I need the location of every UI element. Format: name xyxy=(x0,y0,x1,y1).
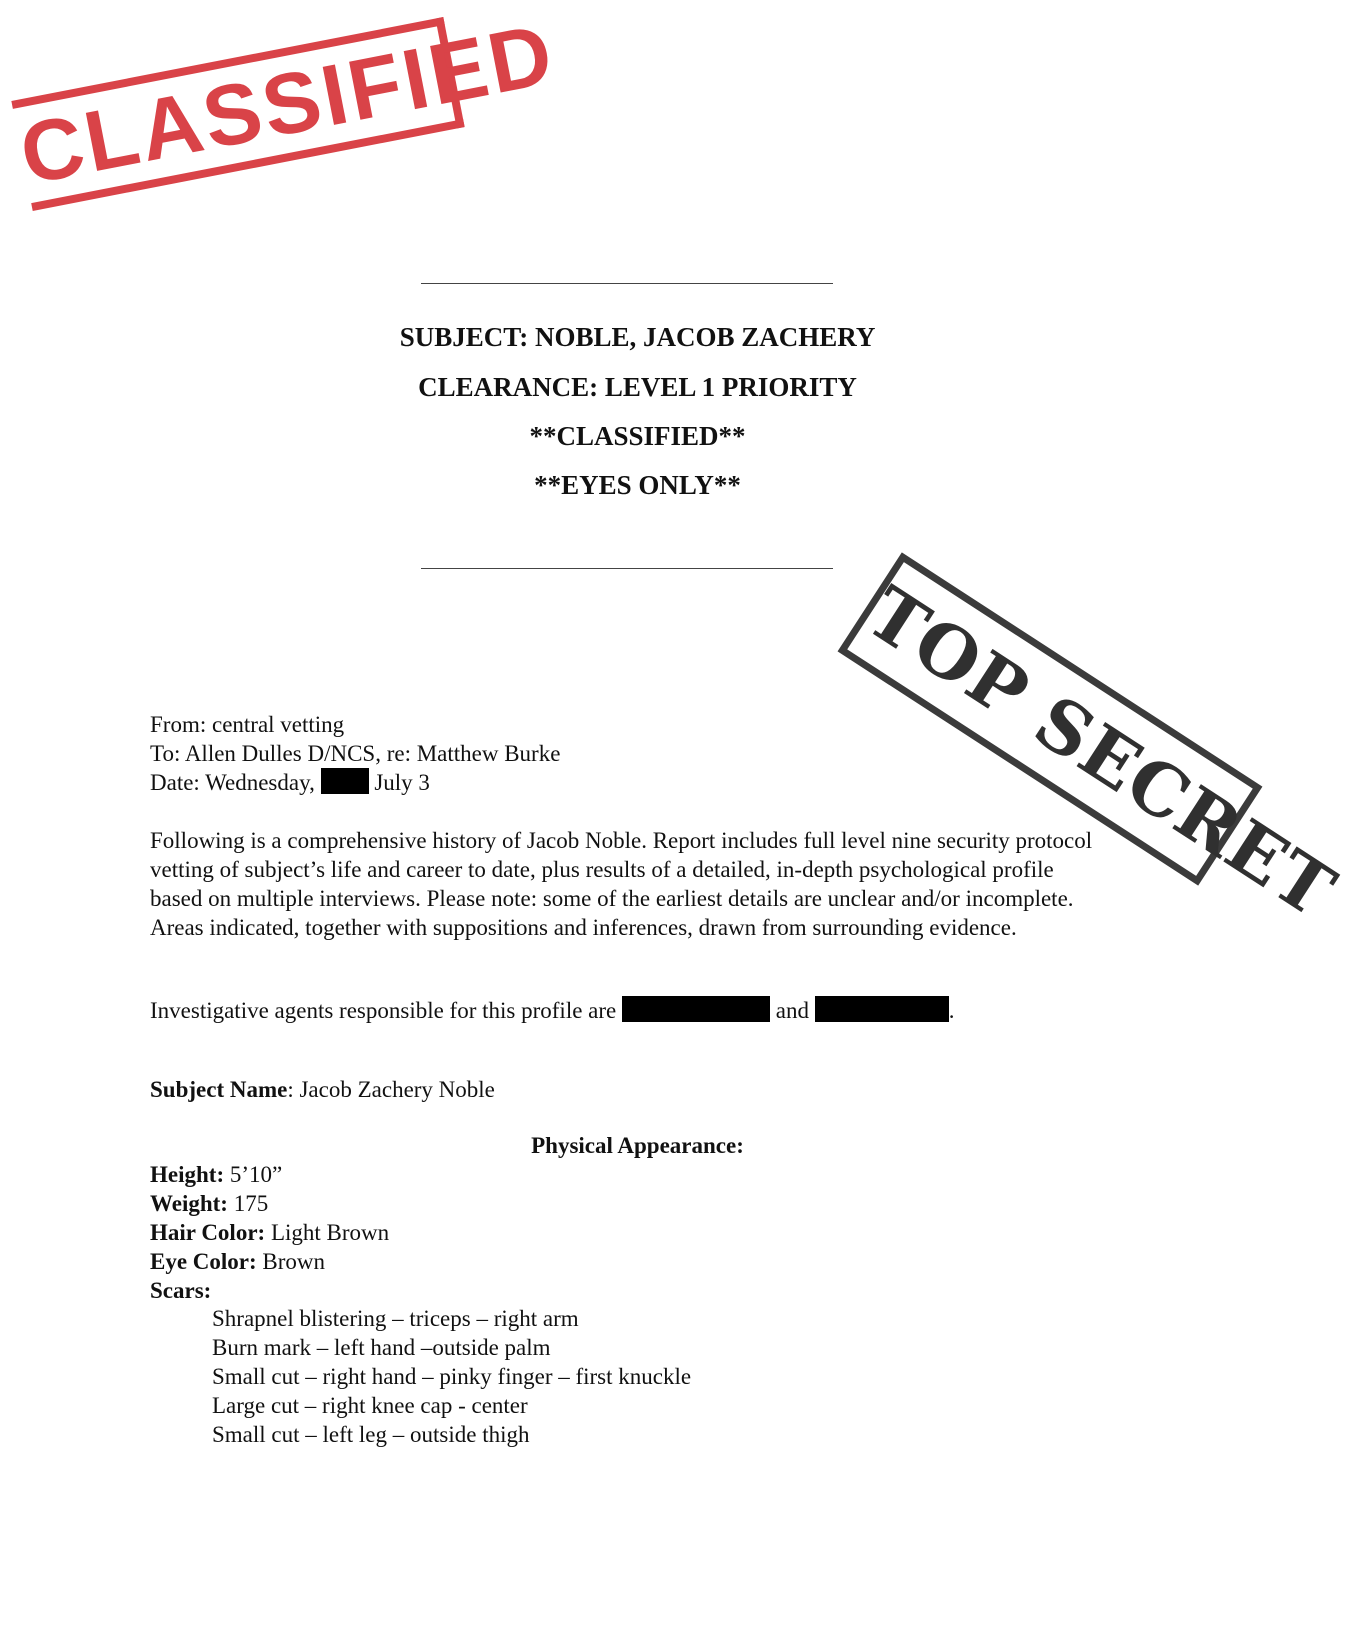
memo-from: From: central vetting xyxy=(150,712,345,737)
agents-conjunction: and xyxy=(775,998,809,1023)
memo-date xyxy=(150,768,560,797)
agents-line xyxy=(150,996,954,1025)
scar-item: Burn mark – left hand –outside palm xyxy=(212,1335,551,1360)
subject-name-value: : Jacob Zachery Noble xyxy=(287,1077,495,1102)
divider-top xyxy=(421,283,833,284)
height-value: 5’10” xyxy=(229,1162,283,1187)
height-row xyxy=(150,1160,389,1189)
eye-color-row xyxy=(150,1247,389,1276)
agents-prefix: Investigative agents responsible for this profile are xyxy=(150,998,617,1023)
hair-color-label: Hair Color: xyxy=(150,1220,266,1245)
subject-name-label: Subject Name xyxy=(150,1077,288,1102)
eye-color-value: Brown xyxy=(262,1249,326,1274)
weight-value: 175 xyxy=(233,1191,269,1216)
scar-item: Small cut – left leg – outside thigh xyxy=(212,1422,530,1447)
top-secret-stamp: TOP SECRET xyxy=(838,552,1263,885)
scars-row xyxy=(150,1276,389,1305)
subject-name-line xyxy=(150,1075,495,1104)
redaction-agent-1 xyxy=(622,996,770,1022)
scars-list xyxy=(212,1304,691,1449)
divider-bottom xyxy=(421,568,833,569)
physical-attributes xyxy=(150,1160,389,1305)
classified-stamp: CLASSIFIED xyxy=(11,17,464,211)
memo-date-prefix: Date: Wednesday, xyxy=(150,770,315,795)
scar-item: Large cut – right knee cap - center xyxy=(212,1393,528,1418)
subject-heading: SUBJECT: NOBLE, JACOB ZACHERY xyxy=(399,322,876,352)
physical-appearance-title: Physical Appearance: xyxy=(531,1133,744,1158)
scar-item: Small cut – right hand – pinky finger – first knuckle xyxy=(212,1364,692,1389)
hair-color-value: Light Brown xyxy=(270,1220,390,1245)
scar-item: Shrapnel blistering – triceps – right arm xyxy=(212,1306,579,1331)
memo-header xyxy=(150,710,560,797)
classified-heading: **CLASSIFIED** xyxy=(529,421,746,451)
eye-color-label: Eye Color: xyxy=(150,1249,257,1274)
redaction-agent-2 xyxy=(815,996,949,1022)
redaction-date xyxy=(321,768,369,794)
clearance-heading: CLEARANCE: LEVEL 1 PRIORITY xyxy=(418,372,857,402)
agents-suffix: . xyxy=(948,998,955,1023)
scars-label: Scars: xyxy=(150,1278,212,1303)
hair-color-row xyxy=(150,1218,389,1247)
memo-to: To: Allen Dulles D/NCS, re: Matthew Burke xyxy=(150,741,561,766)
weight-row xyxy=(150,1189,389,1218)
weight-label: Weight: xyxy=(150,1191,228,1216)
eyes-only-heading: **EYES ONLY** xyxy=(534,470,741,500)
height-label: Height: xyxy=(150,1162,225,1187)
memo-date-suffix: July 3 xyxy=(374,770,430,795)
intro-paragraph: Following is a comprehensive history of Jacob Noble. Report includes full level nine security protocol vetting of subject’s life and career to date, plus results of a detailed, in-depth psychological profile based on multiple interviews. Please note: some of the earliest details are unclear and/or incomplete. Areas indicated, together with suppositions and inferences, drawn from surrounding evidence. xyxy=(150,828,1093,940)
